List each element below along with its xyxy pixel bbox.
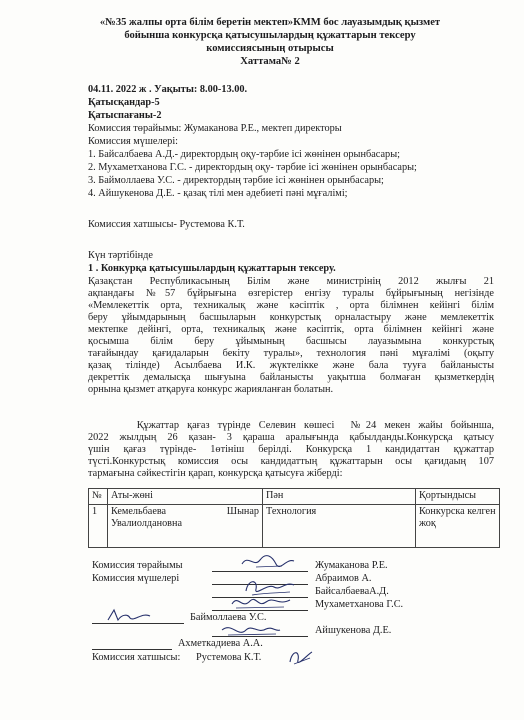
paragraph-line: Қазақстан Республикасының Білім және министрінің 2012 жылғы 21 bbox=[88, 276, 494, 287]
paragraph-line: декреттік демалысқа шығуына байланысты уақытша болмаған қызметкердің bbox=[88, 372, 494, 383]
paragraph-line: Құжаттар қағаз түрінде Селевин көшесі №24 мекен жайы бойынша, bbox=[88, 420, 494, 431]
paragraph-line: қазақ тілінде) Асылбаева И.К. жүктелікке және бала тууға байланысты bbox=[88, 360, 494, 371]
chair-sign-name: Жумаканова Р.Е. bbox=[315, 560, 388, 571]
absent-count: Қатыспағаны-2 bbox=[88, 110, 162, 121]
member-sign-name: Айшукенова Д.Е. bbox=[315, 625, 392, 636]
candidate-patronymic: Увалиолдановна bbox=[111, 518, 182, 529]
paragraph-line: ақпандағы №57 бұйрығына өзгерістер енгізу туралы бұйрығының негізінде bbox=[88, 288, 494, 299]
result-line: жоқ bbox=[419, 518, 436, 529]
result-line: Конкурска келген bbox=[419, 506, 496, 517]
header-line-2: бойынша конкурсқа қатысушылардың құжаттарын тексеру bbox=[124, 30, 416, 41]
present-count: Қатысқандар-5 bbox=[88, 97, 160, 108]
handwritten-signature bbox=[104, 606, 156, 626]
paragraph-line: «Мемлекеттік орта, техникалық және кәсіптік , орта білімнен кейінгі білім bbox=[88, 300, 494, 311]
paragraph-line: 2022 жылдың 26 қазан- 3 қараша аралығында қабылданды.Конкурсқа қатысу bbox=[88, 432, 494, 443]
cell-subject: Технология bbox=[263, 505, 416, 548]
handwritten-signature bbox=[228, 592, 296, 614]
member-sign-name: БайсалбаеваА.Д. bbox=[315, 586, 389, 597]
table-row bbox=[89, 505, 500, 548]
commission-secretary: Комиссия хатшысы- Рустемова К.Т. bbox=[88, 219, 245, 230]
secretary-sign-name: Рустемова К.Т. bbox=[196, 652, 262, 663]
paragraph-line: мектепке дейінгі, орта, техникалық және кәсіптік, орта білімнен кейінгі және bbox=[88, 324, 494, 335]
paragraph-line: орнына қызмет атқаруға конкурс жарияланған болатын. bbox=[88, 384, 334, 395]
chair-sign-label: Комиссия төрайымы bbox=[92, 560, 183, 571]
members-title: Комиссия мүшелері: bbox=[88, 136, 179, 147]
member-item: 4. Айшукенова Д.Е. - қазақ тілі мен әдебиеті пәні мұғалімі; bbox=[88, 188, 348, 199]
header-line-1: «№35 жалпы орта білім беретін мектеп»КММ бос лауазымдық қызмет bbox=[99, 17, 441, 28]
candidate-first-name: Кемельбаева bbox=[111, 506, 167, 517]
cell-name bbox=[108, 505, 263, 548]
member-sign-name: Ахметкадиева А.А. bbox=[178, 638, 263, 649]
agenda-item: 1 . Конкурқа қатысушылардың құжаттарын тексеру. bbox=[88, 263, 336, 274]
candidate-second-name: Шынар bbox=[226, 506, 259, 517]
member-sign-name: Мухаметханова Г.С. bbox=[315, 599, 404, 610]
member-sign-name: Абраимов А. bbox=[315, 573, 372, 584]
col-header-subject: Пән bbox=[263, 489, 416, 505]
handwritten-signature bbox=[238, 550, 298, 574]
candidates-table bbox=[88, 488, 500, 548]
col-header-name: Аты-жөні bbox=[108, 489, 263, 505]
handwritten-signature bbox=[286, 646, 316, 670]
agenda-title: Күн тәртібінде bbox=[88, 250, 153, 261]
paragraph-line: тармағына сәйкестігін қарап, конкурсқа қатысуға жіберді: bbox=[88, 468, 343, 479]
header-line-3: комиссиясының отырысы bbox=[206, 43, 334, 54]
member-item: 1. Байсалбаева А.Д.- директордың оқу-тәрбие ісі жөнінен орынбасары; bbox=[88, 149, 400, 160]
protocol-number: Хаттама№ 2 bbox=[240, 56, 300, 67]
paragraph-line: түсті.Конкурстық комиссия осы кандидаттың құжаттарын осы қағидаың 107 bbox=[88, 456, 494, 467]
member-item: 3. Баймоллаева У.С. - директордың тәрбие ісі жөнінен орынбасары; bbox=[88, 175, 384, 186]
col-header-number: № bbox=[89, 489, 108, 505]
paragraph-line: үшін қағаз түрінде- 1өтініш берілді. Конкурсқа 1 кандидаттан құжаттар bbox=[88, 444, 494, 455]
cell-result bbox=[416, 505, 500, 548]
member-sign-name: Баймоллаева У.С. bbox=[190, 612, 267, 623]
signature-line bbox=[92, 649, 172, 650]
member-item: 2. Мухаметханова Г.С. - директордың оқу- тәрбие ісі жөнінен орынбасары; bbox=[88, 162, 417, 173]
commission-chair: Комиссия төрайымы: Жумаканова Р.Е., мектеп директоры bbox=[88, 123, 342, 134]
paragraph-line: беру ұйымдарының басшыларын конкурстық орналастыру және мемлекеттік bbox=[88, 312, 494, 323]
table-header-row bbox=[89, 489, 500, 505]
paragraph-line: қосымша білім беру ұйымының басшысы лауазымына конкурстық bbox=[88, 336, 494, 347]
handwritten-signature bbox=[218, 620, 284, 642]
members-sign-label: Комиссия мүшелері bbox=[92, 573, 180, 584]
paragraph-line: тағайындау қағидаларын бекіту туралы», технология пәні мұғалімі (оқыту bbox=[88, 348, 494, 359]
cell-number: 1 bbox=[89, 505, 108, 548]
secretary-sign-label: Комиссия хатшысы: bbox=[92, 652, 181, 663]
meeting-date-time: 04.11. 2022 ж . Уақыты: 8.00-13.00. bbox=[88, 84, 248, 95]
col-header-result: Қортындысы bbox=[416, 489, 500, 505]
